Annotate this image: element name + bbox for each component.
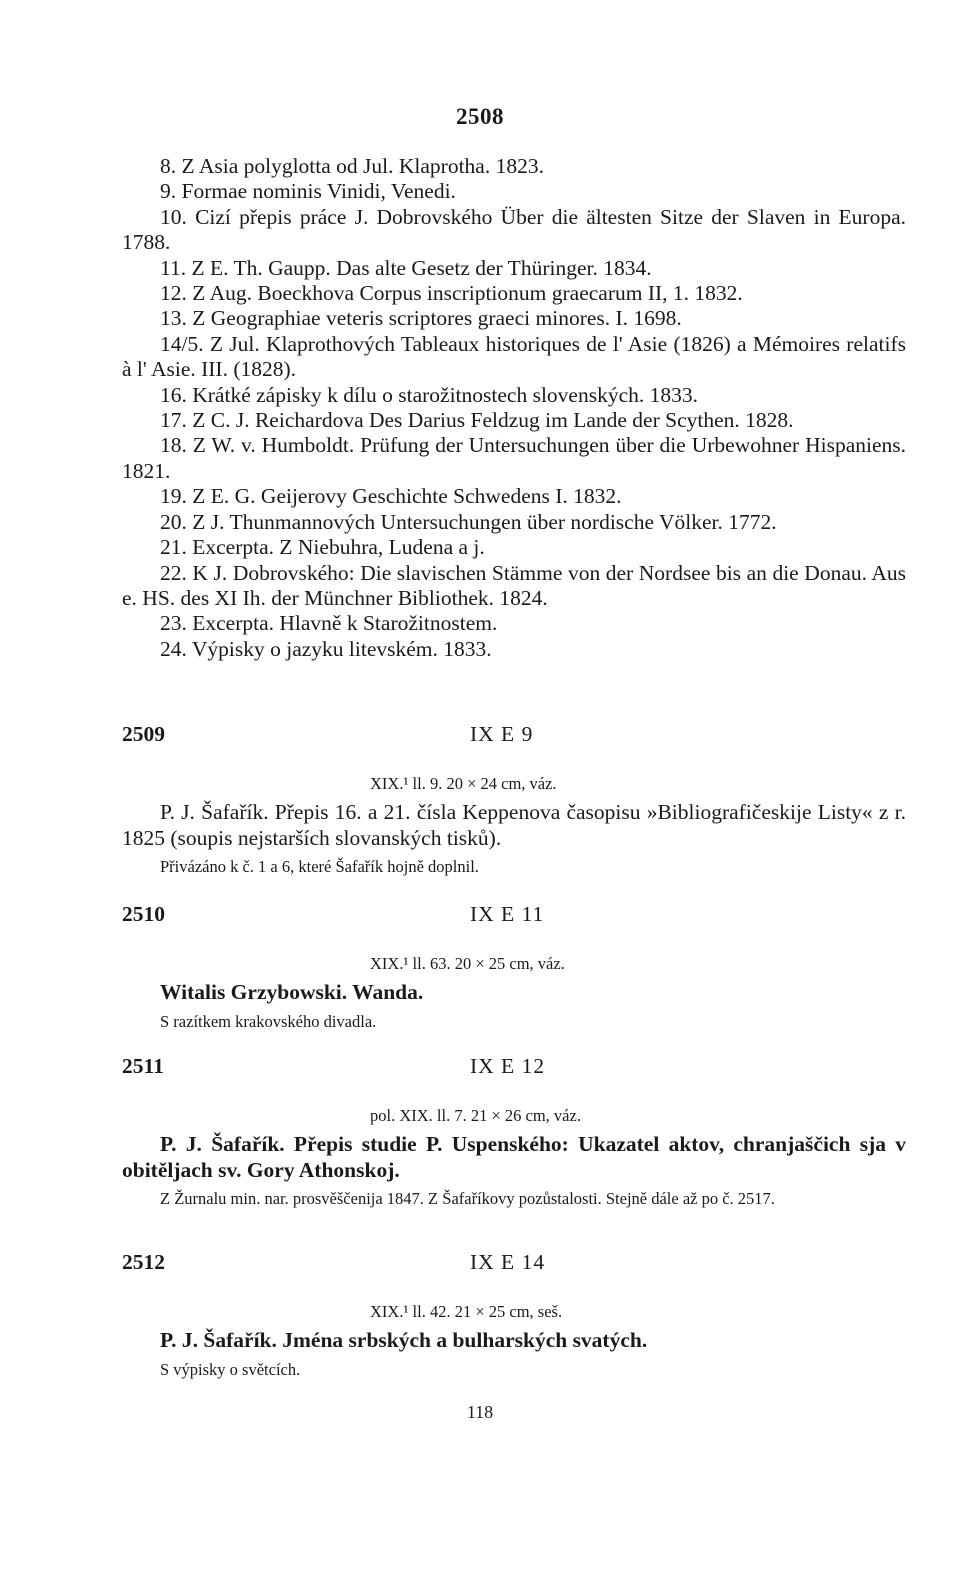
list-item: 14/5. Z Jul. Klaprothových Tableaux historiques de l' Asie (1826) a Mémoires relatifs à l' Asie. III. (1828). [122,331,906,382]
list-item: 13. Z Geographiae veteris scriptores graeci minores. I. 1698. [160,306,682,331]
entry-shelfmark: IX E 12 [470,1054,546,1078]
entry-number: 2511 [122,1054,164,1078]
entry-physical-description: pol. XIX. ll. 7. 21 × 26 cm, váz. [370,1106,581,1125]
list-item: 21. Excerpta. Z Niebuhra, Ludena a j. [160,535,485,560]
entry-note: Z Žurnalu min. nar. prosvěščenija 1847. Z Šafaříkovy pozůstalosti. Stejně dále až po č. 2517. [160,1189,775,1208]
page-number-top: 2508 [456,104,504,129]
catalog-entry [122,722,906,878]
list-item: 22. K J. Dobrovského: Die slavischen Stämme von der Nordsee bis an die Donau. Aus e. HS. des XI Ih. der Münchner Bibliothek. 1824. [122,560,906,610]
entry-shelfmark: IX E 9 [470,722,534,746]
list-item: 18. Z W. v. Humboldt. Prüfung der Untersuchungen über die Urbewohner Hispaniens. 1821. [122,433,906,483]
page-number-bottom: 118 [466,1402,494,1422]
list-item: 11. Z E. Th. Gaupp. Das alte Gesetz der Thüringer. 1834. [160,255,652,280]
entry-title: Witalis Grzybowski. Wanda. [160,980,424,1004]
list-item: 8. Z Asia polyglotta od Jul. Klaprotha. 1823. [160,154,544,178]
list-item: 24. Výpisky o jazyku litevském. 1833. [160,636,492,661]
list-item: 19. Z E. G. Geijerovy Geschichte Schwedens I. 1832. [160,484,622,509]
entry-physical-description: XIX.¹ ll. 42. 21 × 25 cm, seš. [370,1302,563,1321]
entry-physical-description: XIX.¹ ll. 63. 20 × 25 cm, váz. [370,954,565,973]
list-item: 9. Formae nominis Vinidi, Venedi. [160,179,456,204]
entry-title: P. J. Šafařík. Přepis studie P. Uspenského: Ukazatel aktov, chranjaščich sja v obitěljach sv. Gory Athonskoj. [122,1132,906,1182]
contents-list [122,154,906,662]
entry-shelfmark: IX E 11 [470,902,545,926]
entry-note: Přivázáno k č. 1 a 6, které Šafařík hojně doplnil. [160,857,479,876]
catalog-entry [122,902,906,1033]
catalog-entry [122,1250,906,1381]
list-item: 16. Krátké zápisky k dílu o starožitnostech slovenských. 1833. [160,382,698,407]
entry-physical-description: XIX.¹ ll. 9. 20 × 24 cm, váz. [370,774,557,793]
list-item: 23. Excerpta. Hlavně k Starožitnostem. [160,611,498,636]
list-item: 10. Cizí přepis práce J. Dobrovského Über die ältesten Sitze der Slaven in Europa. 1788. [122,204,906,255]
entry-number: 2509 [122,722,165,746]
entry-title: P. J. Šafařík. Jména srbských a bulharských svatých. [160,1328,648,1352]
list-item: 20. Z J. Thunmannových Untersuchungen über nordische Völker. 1772. [160,509,777,534]
catalog-entry [122,1054,906,1210]
entry-number: 2510 [122,902,165,926]
entry-title: P. J. Šafařík. Přepis 16. a 21. čísla Keppenova časopisu »Bibliografičeskije Listy« z r. 1825 (soupis nejstarších slovanských tisků). [122,800,906,850]
entry-shelfmark: IX E 14 [470,1250,546,1274]
list-item: 12. Z Aug. Boeckhova Corpus inscriptionum graecarum II, 1. 1832. [160,281,743,306]
entry-number: 2512 [122,1250,165,1274]
entry-note: S výpisky o světcích. [160,1359,301,1379]
entry-note: S razítkem krakovského divadla. [160,1011,377,1031]
list-item: 17. Z C. J. Reichardova Des Darius Feldzug im Lande der Scythen. 1828. [160,408,794,433]
